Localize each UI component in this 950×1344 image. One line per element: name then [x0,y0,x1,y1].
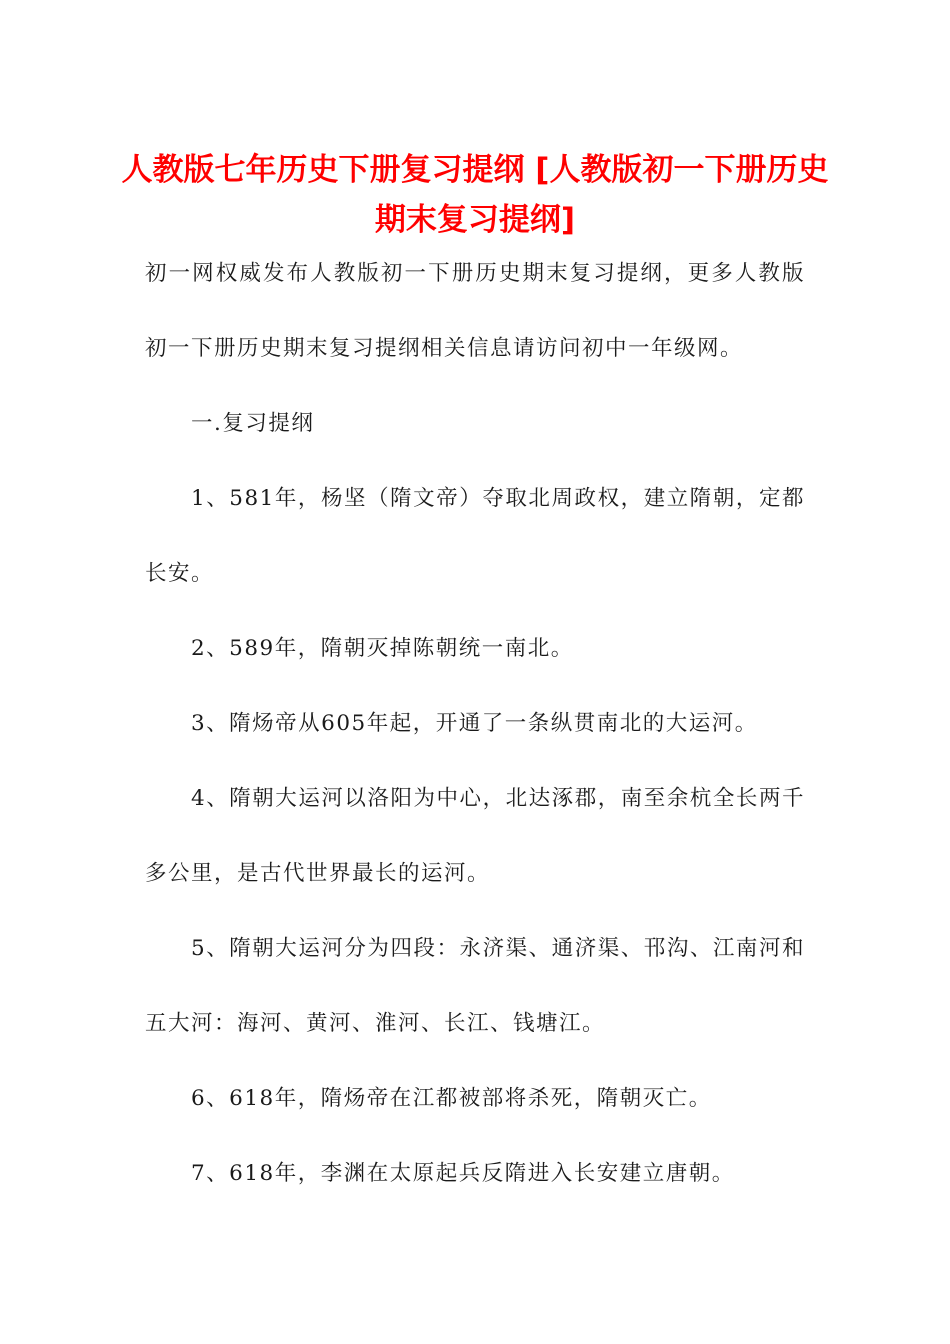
section-heading: 一.复习提纲 [191,411,315,436]
intro-paragraph: 初一网权威发布人教版初一下册历史期末复习提纲，更多人教版初一下册历史期末复习提纲相关信息请访问初中一年级网。 [145,261,805,361]
outline-item-5: 5、隋朝大运河分为四段：永济渠、通济渠、邗沟、江南河和五大河：海河、黄河、淮河、长江、钱塘江。 [145,936,805,1036]
outline-item-6: 6、618年，隋炀帝在江都被部将杀死，隋朝灭亡。 [191,1086,712,1111]
outline-item-1: 1、581年，杨坚（隋文帝）夺取北周政权，建立隋朝，定都长安。 [145,486,805,586]
outline-item-7: 7、618年，李渊在太原起兵反隋进入长安建立唐朝。 [191,1161,735,1186]
outline-item-3: 3、隋炀帝从605年起，开通了一条纵贯南北的大运河。 [191,711,758,736]
document-title: 人教版七年历史下册复习提纲 [人教版初一下册历史期末复习提纲] [121,152,829,238]
outline-item-2: 2、589年，隋朝灭掉陈朝统一南北。 [191,636,574,661]
outline-item-4: 4、隋朝大运河以洛阳为中心，北达涿郡，南至余杭全长两千多公里，是古代世界最长的运河。 [145,786,805,886]
